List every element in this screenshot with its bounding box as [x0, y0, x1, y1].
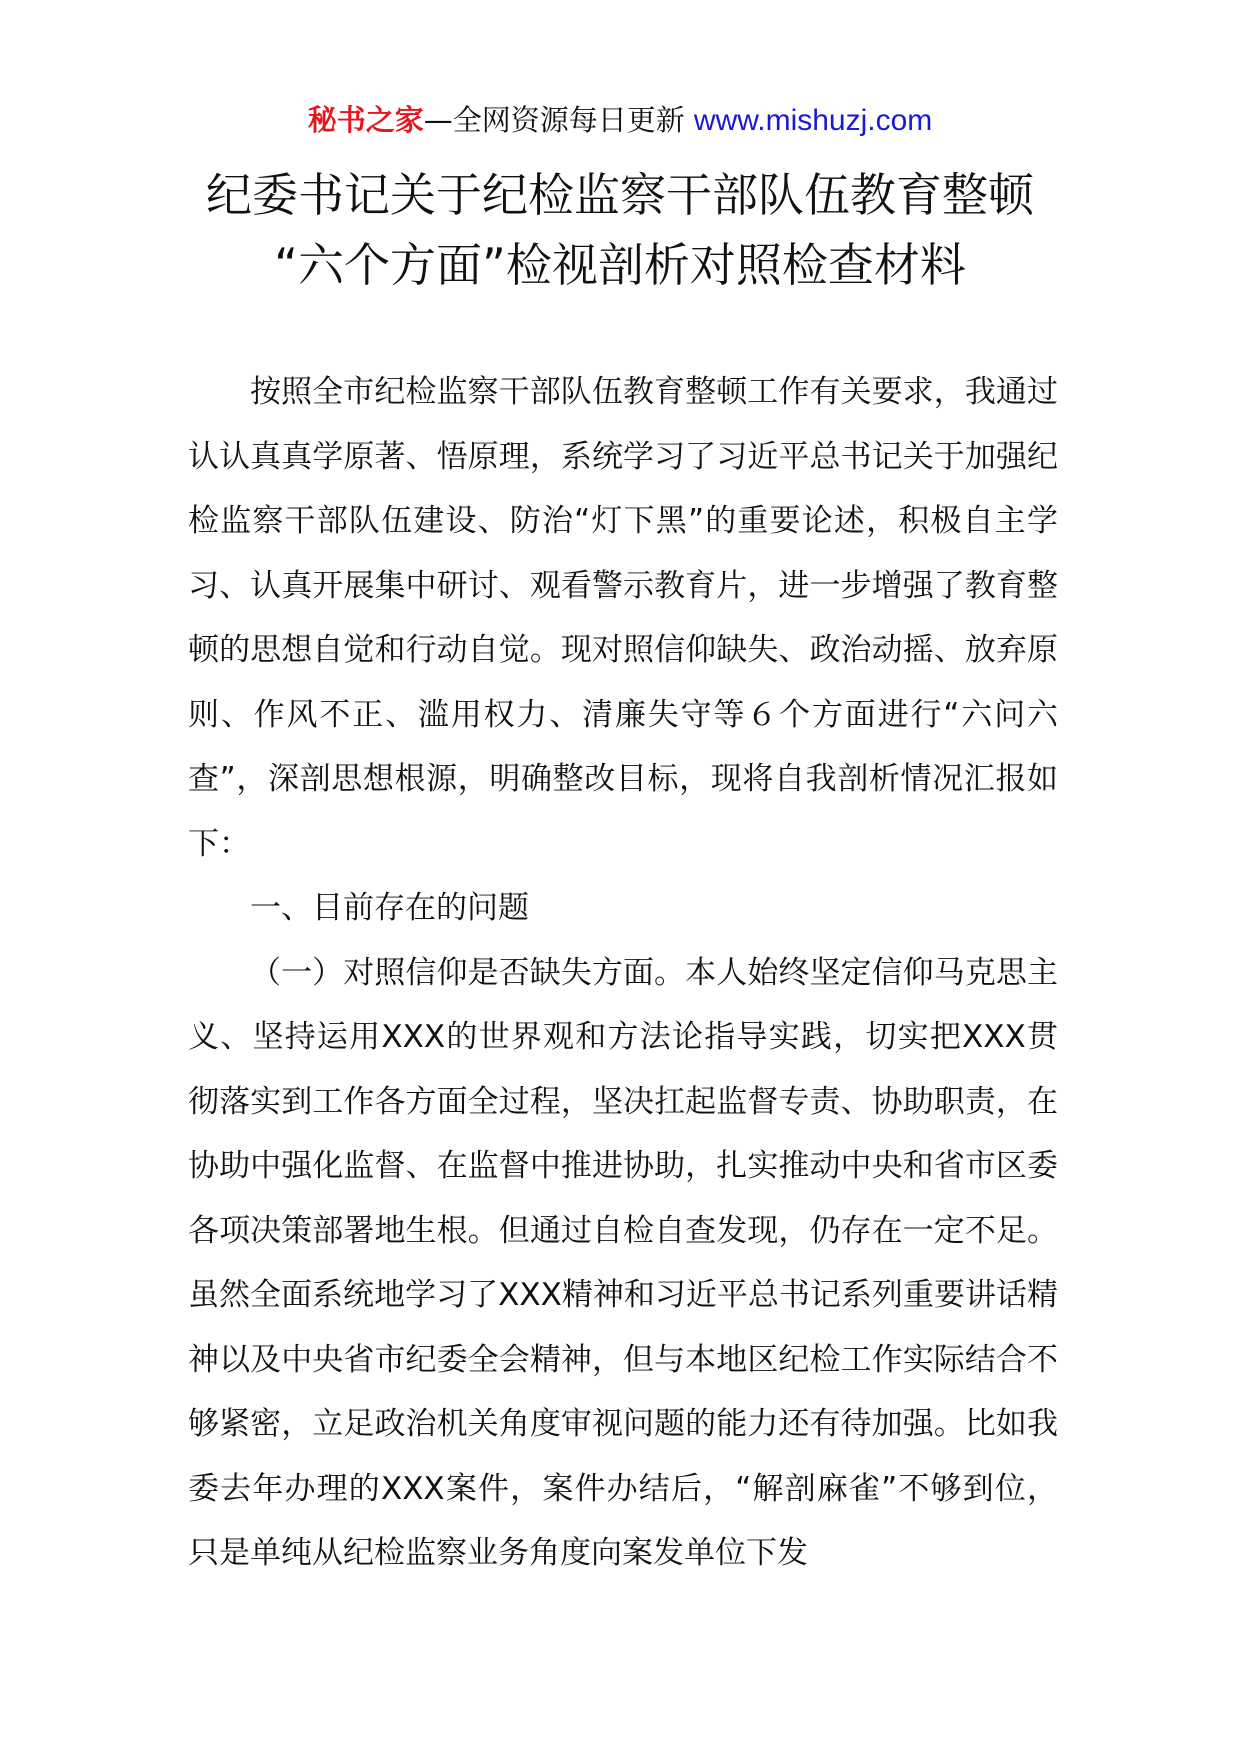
section-heading-1: 一、目前存在的问题	[250, 890, 529, 926]
document-title-line-2: “六个方面”检视剖析对照检查材料	[274, 238, 966, 292]
document-body	[188, 360, 1058, 1586]
document-title-line-1: 纪委书记关于纪检监察干部队伍教育整顿	[206, 168, 1034, 222]
banner-brand: 秘书之家	[307, 103, 424, 137]
banner-tagline: —全网资源每日更新	[423, 103, 694, 137]
intro-paragraph: 按照全市纪检监察干部队伍教育整顿工作有关要求，我通过认认真真学原著、悟原理，系统学习了习近平总书记关于加强纪检监察干部队伍建设、防治“灯下黑”的重要论述，积极自主学习、认真开展集中研讨、观看警示教育片，进一步增强了教育整顿的思想自觉和行动自觉。现对照信仰缺失、政治动摇、放弃原则、作风不正、滥用权力、清廉失守等６个方面进行“六问六查”，深剖思想根源，明确整改目标，现将自我剖析情况汇报如下：	[188, 374, 1058, 862]
section-1-paragraph: （一）对照信仰是否缺失方面。本人始终坚定信仰马克思主义、坚持运用XXX的世界观和方法论指导实践，切实把XXX贯彻落实到工作各方面全过程，坚决扛起监督专责、协助职责，在协助中强化监督、在监督中推进协助，扎实推动中央和省市区委各项决策部署地生根。但通过自检自查发现，仍存在一定不足。虽然全面系统地学习了XXX精神和习近平总书记系列重要讲话精神以及中央省市纪委全会精神，但与本地区纪检工作实际结合不够紧密，立足政治机关角度审视问题的能力还有待加强。比如我委去年办理的XXX案件，案件办结后，“解剖麻雀”不够到位，只是单纯从纪检监察业务角度向案发单位下发	[188, 954, 1058, 1571]
site-banner	[0, 100, 1240, 141]
document-title	[60, 160, 1180, 300]
banner-url-link[interactable]: www.mishuzj.com	[693, 104, 933, 137]
